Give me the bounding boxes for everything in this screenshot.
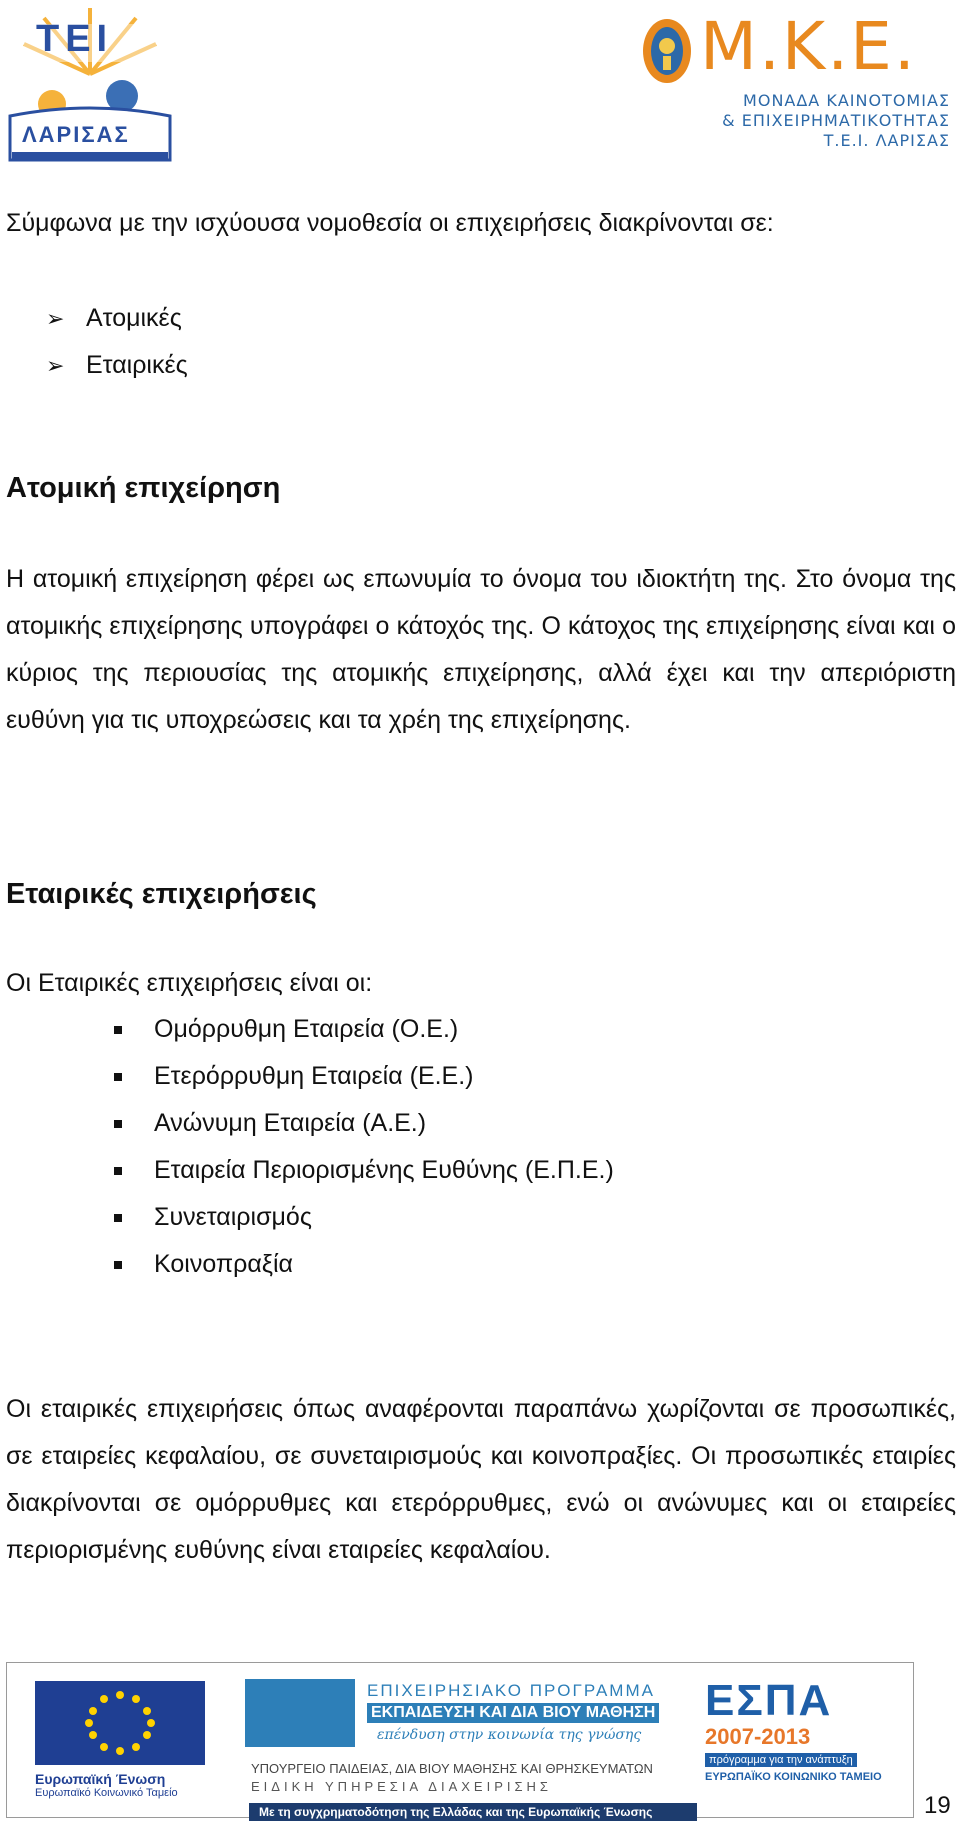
list-item-label: Ανώνυμη Εταιρεία (Α.Ε.) [154,1109,427,1137]
programme-slogan: επένδυση στην κοινωνία της γνώσης [377,1727,642,1743]
square-bullet-icon [114,1073,122,1081]
eu-stars-icon [35,1681,205,1765]
list-item-label: Κοινοπραξία [154,1250,294,1278]
eu-logo [35,1681,215,1799]
page-number: 19 [924,1792,951,1819]
management-service-label: ΕΙΔΙΚΗ ΥΠΗΡΕΣΙΑ ΔΙΑΧΕΙΡΙΣΗΣ [251,1779,552,1794]
business-types-list [46,295,188,389]
list-item [110,1006,614,1053]
eu-sub-label: Ευρωπαϊκό Κοινωνικό Ταμείο [35,1787,178,1799]
programme-emblem-icon [245,1679,355,1747]
espa-title: ΕΣΠΑ [705,1676,833,1725]
list-item [110,1194,614,1241]
list-item [110,1241,614,1288]
tei-larisas-logo [4,4,176,166]
list-item-label: Ατομικές [86,304,182,332]
list-item [110,1053,614,1100]
espa-subtitle: πρόγραμμα για την ανάπτυξη [705,1753,857,1767]
square-bullet-icon [114,1026,122,1034]
page-header [0,0,960,170]
list-item-label: Ομόρρυθμη Εταιρεία (Ο.Ε.) [154,1015,459,1043]
section-heading-corporate: Εταιρικές επιχειρήσεις [6,878,317,910]
intro-paragraph: Σύμφωνα με την ισχύουσα νομοθεσία οι επιχειρήσεις διακρίνονται σε: [6,209,774,237]
espa-years: 2007-2013 [705,1724,811,1749]
square-bullet-icon [114,1120,122,1128]
mke-subtitle-line2: & ΕΠΙΧΕΙΡΗΜΑΤΙΚΟΤΗΤΑΣ [722,111,950,130]
eu-flag-icon [35,1681,205,1765]
funding-banner [6,1662,914,1818]
cofunding-label: Με τη συγχρηματοδότηση της Ελλάδας και της Ευρωπαϊκής Ένωσης [249,1803,697,1821]
list-item [110,1100,614,1147]
corporate-types-list [110,1006,614,1288]
list-item-label: Συνεταιρισμός [154,1203,312,1231]
mke-subtitle-line1: ΜΟΝΑΔΑ ΚΑΙΝΟΤΟΜΙΑΣ [743,91,950,110]
list-item-label: Ετερόρρυθμη Εταιρεία (Ε.Ε.) [154,1062,474,1090]
arrow-bullet-icon: ➢ [46,353,65,378]
section-heading-individual: Ατομική επιχείρηση [6,472,281,504]
square-bullet-icon [114,1261,122,1269]
tei-logo-text-bottom: ΛΑΡΙΣΑΣ [22,122,130,147]
programme-name: ΕΚΠΑΙΔΕΥΣΗ ΚΑΙ ΔΙΑ ΒΙΟΥ ΜΑΘΗΣΗ [367,1703,659,1723]
square-bullet-icon [114,1214,122,1222]
list-item [46,342,188,389]
list-item-label: Εταιρεία Περιορισμένης Ευθύνης (Ε.Π.Ε.) [154,1156,614,1184]
eu-label: Ευρωπαϊκή Ένωση [35,1771,166,1787]
individual-paragraph: Η ατομική επιχείρηση φέρει ως επωνυμία το όνομα του ιδιοκτήτη της. Στο όνομα της ατομικής επιχείρησης υπογράφει ο κάτοχός της. Ο κάτοχος της επιχείρησης είναι και ο κύριος της περιουσίας της ατομικής επιχείρησης, αλλά έχει και την απεριόριστη ευθύνη για τις υποχρεώσεις και τα χρέη της επιχείρησης. [6,565,956,734]
mke-emblem-icon [640,16,694,86]
closing-paragraph: Οι εταιρικές επιχειρήσεις όπως αναφέρονται παραπάνω χωρίζονται σε προσωπικές, σε εταιρείες κεφαλαίου, σε συνεταιρισμούς και κοινοπραξίες. Οι προσωπικές εταιρίες διακρίνονται σε ομόρρυθμες και ετερόρρυθμες, ενώ οι ανώνυμες και οι εταιρείες περιορισμένης ευθύνης είναι εταιρείες κεφαλαίου. [6,1395,956,1564]
square-bullet-icon [114,1167,122,1175]
tei-logo-text-top: ΤΕΙ [36,18,114,60]
espa-logo [705,1677,895,1783]
list-item-label: Εταιρικές [86,351,188,379]
programme-title: ΕΠΙΧΕΙΡΗΣΙΑΚΟ ΠΡΟΓΡΑΜΜΑ [367,1681,655,1700]
ministry-label: ΥΠΟΥΡΓΕΙΟ ΠΑΙΔΕΙΑΣ, ΔΙΑ ΒΙΟΥ ΜΑΘΗΣΗΣ ΚΑΙ ΘΡΗΣΚΕΥΜΑΤΩΝ [251,1761,653,1776]
espa-fund-label: ΕΥΡΩΠΑΪΚΟ ΚΟΙΝΩΝΙΚΟ ΤΑΜΕΙΟ [705,1771,882,1783]
list-item [46,295,188,342]
mke-logo [640,8,960,158]
mke-subtitle-line3: Τ.Ε.Ι. ΛΑΡΙΣΑΣ [823,131,950,150]
corporate-intro: Οι Εταιρικές επιχειρήσεις είναι οι: [6,969,373,997]
mke-title: Μ.Κ.Ε. [700,8,917,85]
list-item [110,1147,614,1194]
arrow-bullet-icon: ➢ [46,306,65,331]
